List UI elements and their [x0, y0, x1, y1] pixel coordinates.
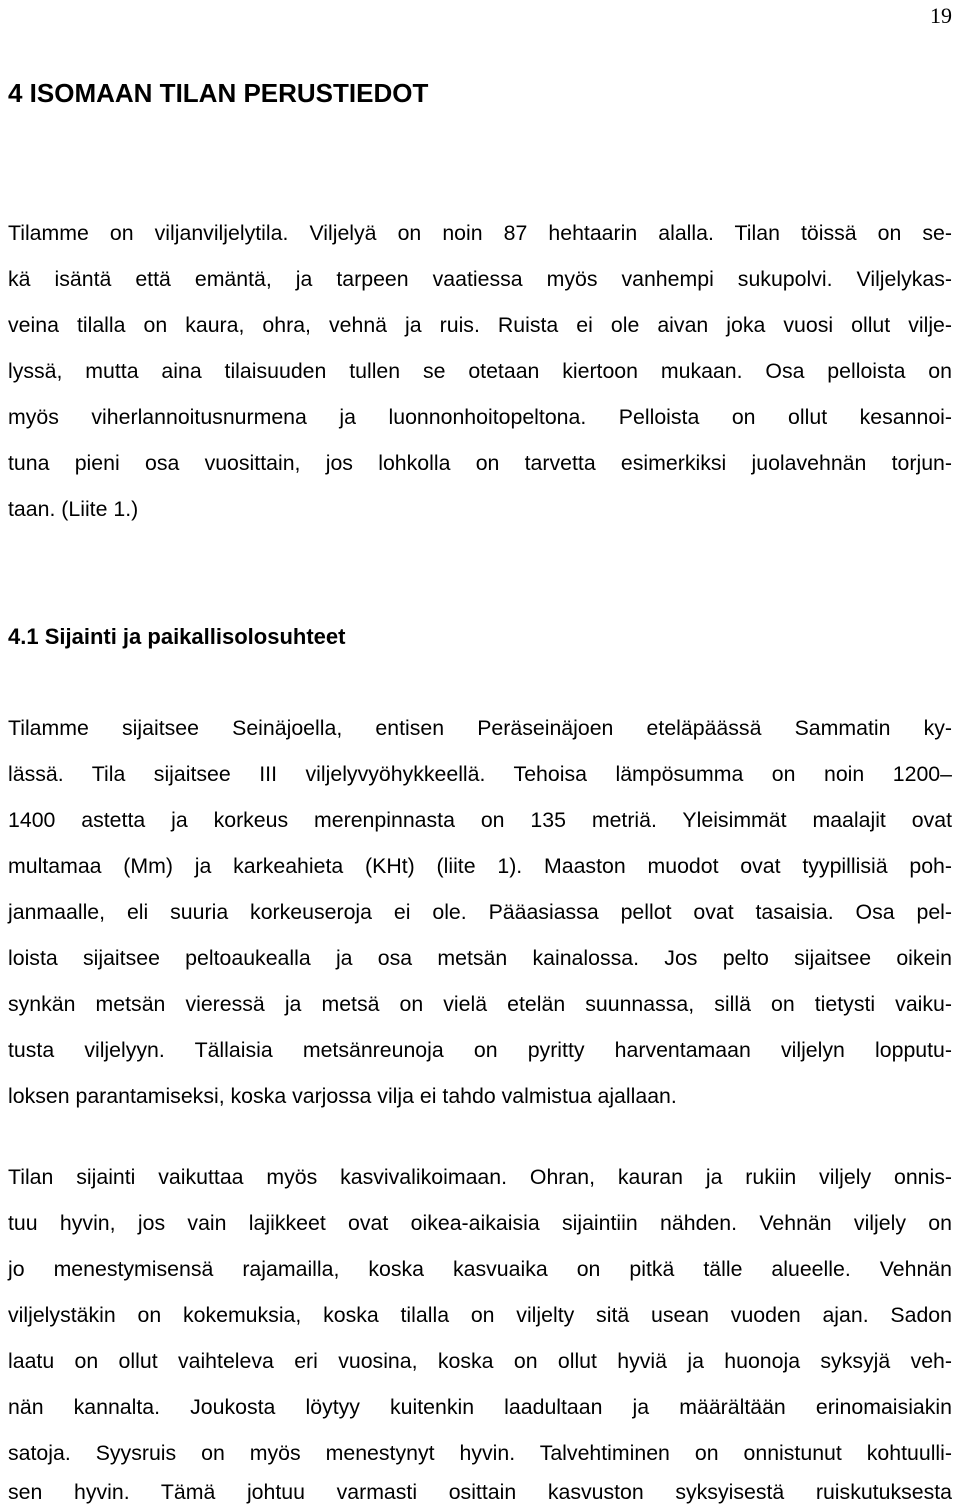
section-heading: 4.1 Sijainti ja paikallisolosuhteet — [8, 624, 346, 649]
text-line: viljelystäkin on kokemuksia, koska tilalla on viljelty sitä usean vuoden ajan. Sadon — [8, 1303, 952, 1327]
text-line: myös viherlannoitusnurmena ja luonnonhoitopeltona. Pelloista on ollut kesannoi- — [8, 405, 952, 429]
text-line: Tilamme sijaitsee Seinäjoella, entisen Peräseinäjoen eteläpäässä Sammatin ky- — [8, 716, 952, 740]
text-line: janmaalle, eli suuria korkeuseroja ei ole. Pääasiassa pellot ovat tasaisia. Osa pel- — [8, 900, 952, 924]
text-line: kä isäntä että emäntä, ja tarpeen vaatiessa myös vanhempi sukupolvi. Viljelykas- — [8, 267, 952, 291]
text-line: sen hyvin. Tämä johtuu varmasti osittain kasvuston syksyisestä ruiskutuksesta — [8, 1480, 952, 1504]
chapter-heading: 4 ISOMAAN TILAN PERUSTIEDOT — [8, 78, 429, 108]
text-line: lyssä, mutta aina tilaisuuden tullen se otetaan kiertoon mukaan. Osa pelloista on — [8, 359, 952, 383]
text-line: satoja. Syysruis on myös menestynyt hyvin. Talvehtiminen on onnistunut kohtuulli- — [8, 1441, 952, 1465]
text-line: nän kannalta. Joukosta löytyy kuitenkin laadultaan ja määrältään erinomaisiakin — [8, 1395, 952, 1419]
text-line: loksen parantamiseksi, koska varjossa vilja ei tahdo valmistua ajallaan. — [8, 1084, 677, 1108]
text-line: veina tilalla on kaura, ohra, vehnä ja ruis. Ruista ei ole aivan joka vuosi ollut vilje- — [8, 313, 952, 337]
text-line: Tilamme on viljanviljelytila. Viljelyä on noin 87 hehtaarin alalla. Tilan töissä on se- — [8, 221, 952, 245]
text-line: tuna pieni osa vuosittain, jos lohkolla on tarvetta esimerkiksi juolavehnän torjun- — [8, 451, 952, 475]
text-line: Tilan sijainti vaikuttaa myös kasvivalikoimaan. Ohran, kauran ja rukiin viljely onnis- — [8, 1165, 952, 1189]
text-line: 1400 astetta ja korkeus merenpinnasta on 135 metriä. Yleisimmät maalajit ovat — [8, 808, 952, 832]
text-line: taan. (Liite 1.) — [8, 497, 139, 521]
text-line: lässä. Tila sijaitsee III viljelyvyöhykkeellä. Tehoisa lämpösumma on noin 1200– — [8, 762, 952, 786]
text-line: tusta viljelyyn. Tällaisia metsänreunoja on pyritty harventamaan viljelyn lopputu- — [8, 1038, 952, 1062]
text-line: jo menestymisensä rajamailla, koska kasvuaika on pitkä tälle alueelle. Vehnän — [8, 1257, 952, 1281]
text-line: synkän metsän vieressä ja metsä on vielä etelän suunnassa, sillä on tietysti vaiku- — [8, 992, 952, 1016]
text-line: multamaa (Mm) ja karkeahieta (KHt) (liite 1). Maaston muodot ovat tyypillisiä poh- — [8, 854, 952, 878]
text-line: laatu on ollut vaihteleva eri vuosina, koska on ollut hyviä ja huonoja syksyjä veh- — [8, 1349, 952, 1373]
text-line: loista sijaitsee peltoaukealla ja osa metsän kainalossa. Jos pelto sijaitsee oikein — [8, 946, 952, 970]
text-line: tuu hyvin, jos vain lajikkeet ovat oikea-aikaisia sijaintiin nähden. Vehnän viljely on — [8, 1211, 952, 1235]
page-number: 19 — [930, 3, 952, 28]
